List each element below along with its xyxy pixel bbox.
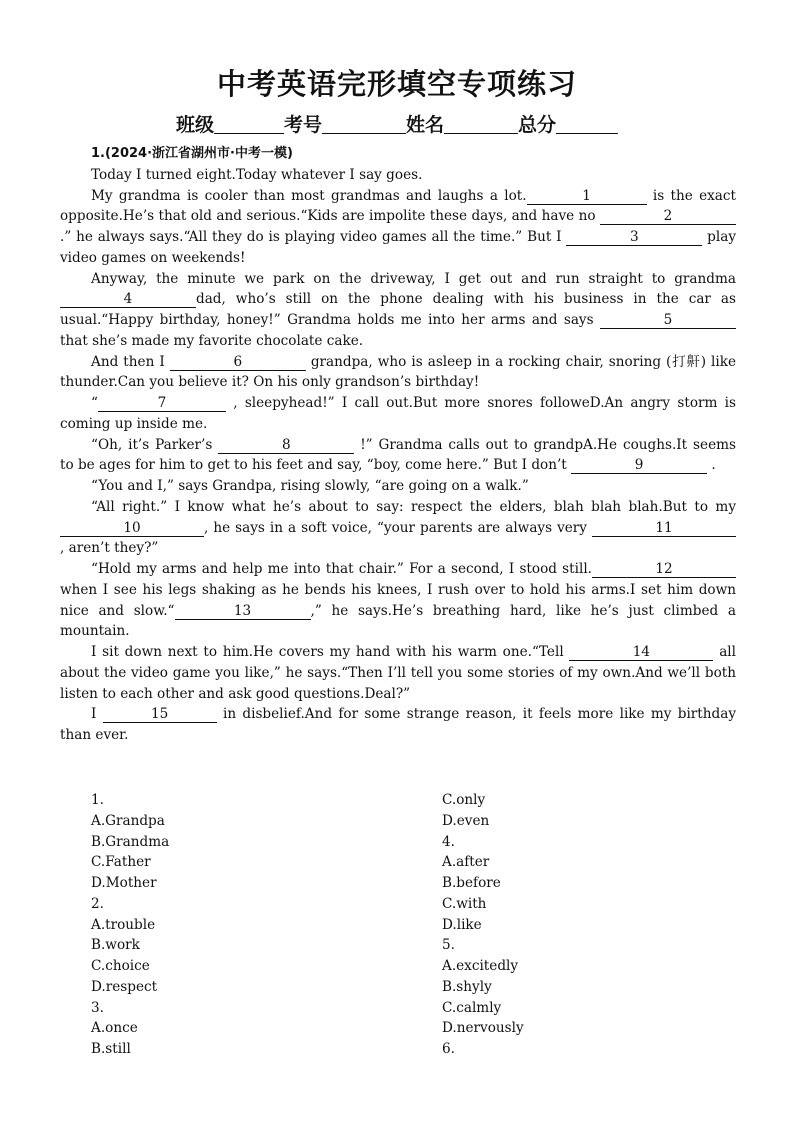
page-title: 中考英语完形填空专项练习 [216, 67, 577, 101]
passage-text: .” he always says.“All they do is playing video games all the time.” But I [60, 229, 567, 245]
passage-text: is the exact opposite.He’s that old and serious.“Kids are impolite these days, and have no [60, 187, 736, 225]
blank-13[interactable]: 13 [175, 603, 311, 620]
option-question-number: 4. [442, 833, 455, 850]
passage-text: all about the video game you like,” he says.“Then I’ll tell you some stories of my own.And we’ll both listen to each other and ask good questions.Deal?” [60, 644, 736, 702]
passage-paragraph [60, 165, 736, 186]
answer-option[interactable]: D.even [442, 812, 490, 829]
passage-text: I [91, 706, 103, 723]
blank-4[interactable]: 4 [60, 291, 196, 308]
passage-text: “Hold my arms and help me into that chair.” For a second, I stood still. [91, 561, 592, 577]
name-label: 姓名 [406, 114, 445, 136]
passage-paragraph [60, 642, 736, 704]
passage-text: . [707, 457, 716, 474]
blank-6[interactable]: 6 [170, 354, 306, 371]
number-label: 考号 [283, 114, 322, 136]
passage-paragraph [60, 704, 736, 746]
passage-text: Anyway, the minute we park on the driveway, I get out and run straight to grandma [91, 270, 736, 287]
number-field[interactable] [322, 115, 406, 134]
answer-option[interactable]: C.only [442, 792, 486, 808]
question-heading: 1.(2024·浙江省湖州市·中考一模) [91, 146, 293, 161]
option-question-number: 6. [442, 1041, 455, 1057]
option-question-number: 3. [91, 999, 104, 1016]
answer-option[interactable]: A.Grandpa [91, 812, 165, 829]
answer-option[interactable]: A.trouble [91, 916, 156, 933]
class-field[interactable] [214, 115, 284, 134]
answer-option[interactable]: C.choice [91, 958, 150, 974]
passage-text: Today I turned eight.Today whatever I say goes. [91, 166, 423, 183]
passage-paragraph [60, 393, 736, 435]
passage-paragraph [60, 559, 736, 642]
passage-text: And then I [91, 353, 170, 370]
answer-option[interactable]: B.before [442, 875, 501, 891]
score-field[interactable] [556, 115, 618, 134]
blank-3[interactable]: 3 [566, 229, 702, 246]
option-question-number: 5. [442, 937, 455, 954]
blank-9[interactable]: 9 [571, 457, 707, 474]
blank-10[interactable]: 10 [60, 520, 204, 537]
blank-11[interactable]: 11 [592, 520, 736, 537]
answer-option[interactable]: A.after [442, 854, 490, 871]
answer-option[interactable]: D.nervously [442, 1020, 524, 1037]
class-label: 班级 [175, 114, 214, 136]
passage-text: “ [91, 395, 98, 411]
score-label: 总分 [518, 114, 557, 136]
passage-paragraph [60, 186, 736, 269]
answer-option[interactable]: B.Grandma [91, 833, 170, 850]
answer-option[interactable]: C.with [442, 895, 487, 912]
passage-text: play video games on weekends! [60, 229, 736, 266]
passage-text: dad, who’s still on the phone dealing with his business in the car as usual.“Happy birthday, honey!” Grandma holds me into her arms and says [60, 291, 736, 328]
passage-paragraph [60, 476, 736, 497]
blank-7[interactable]: 7 [98, 395, 226, 412]
passage-text: “All right.” I know what he’s about to say: respect the elders, blah blah blah.But to my [91, 498, 736, 515]
answer-option[interactable]: A.once [91, 1020, 138, 1037]
blank-12[interactable]: 12 [592, 561, 736, 578]
answer-option[interactable]: C.calmly [442, 999, 502, 1016]
blank-15[interactable]: 15 [103, 706, 217, 723]
passage-text: , sleepyhead!” I call out.But more snores followeD.An angry storm is coming up inside me. [60, 395, 736, 432]
passage-text: “You and I,” says Grandpa, rising slowly, “are going on a walk.” [91, 478, 529, 494]
passage-text: in disbelief.And for some strange reason, it feels more like my birthday than ever. [60, 706, 737, 743]
passage-text: !” Grandma calls out to grandpA.He coughs.It seems to be ages for him to get to his feet and say, “boy, come here.” But I don’t [60, 436, 736, 474]
passage-text: , he says in a soft voice, “your parents are always very [204, 519, 592, 536]
passage-text: I sit down next to him.He covers my hand with his warm one.“Tell [91, 644, 570, 660]
answer-option[interactable]: B.still [91, 1041, 131, 1057]
answer-option[interactable]: B.work [91, 937, 140, 954]
passage-paragraph [60, 435, 736, 477]
options-left-column [91, 790, 169, 1060]
name-field[interactable] [444, 115, 518, 134]
blank-14[interactable]: 14 [569, 644, 713, 661]
passage-text: that she’s made my favorite chocolate cake. [60, 332, 364, 349]
answer-option[interactable]: D.Mother [91, 875, 157, 891]
passage-text: , aren’t they?” [60, 540, 159, 557]
blank-5[interactable]: 5 [600, 312, 736, 329]
passage-paragraph [60, 497, 736, 559]
option-question-number: 1. [91, 792, 104, 808]
passage-text: “Oh, it’s Parker’s [91, 436, 219, 453]
blank-2[interactable]: 2 [600, 208, 736, 225]
passage-text: My grandma is cooler than most grandmas and laughs a lot. [91, 187, 527, 204]
passage-text: ,” he says.He’s breathing hard, like he’s just climbed a mountain. [60, 602, 736, 640]
answer-option[interactable]: B.shyly [442, 978, 492, 995]
answer-option[interactable]: D.like [442, 916, 482, 933]
blank-8[interactable]: 8 [218, 437, 354, 454]
option-question-number: 2. [91, 895, 104, 912]
answer-option[interactable]: C.Father [91, 854, 151, 871]
passage-text: when I see his legs shaking as he bends his knees, I rush over to hold his arms.I set him down nice and slow.“ [60, 581, 736, 619]
answer-option[interactable]: A.excitedly [442, 958, 519, 974]
student-info-line [0, 110, 794, 137]
passage-paragraph [60, 269, 736, 352]
passage-text: grandpa, who is asleep in a rocking chair, snoring (打鼾) like thunder.Can you believe it? On his only grandson’s birthday! [60, 353, 737, 391]
passage-paragraph [60, 352, 736, 394]
answer-option[interactable]: D.respect [91, 978, 158, 995]
options-right-column [442, 790, 524, 1060]
blank-1[interactable]: 1 [527, 188, 647, 205]
cloze-passage [60, 144, 736, 746]
